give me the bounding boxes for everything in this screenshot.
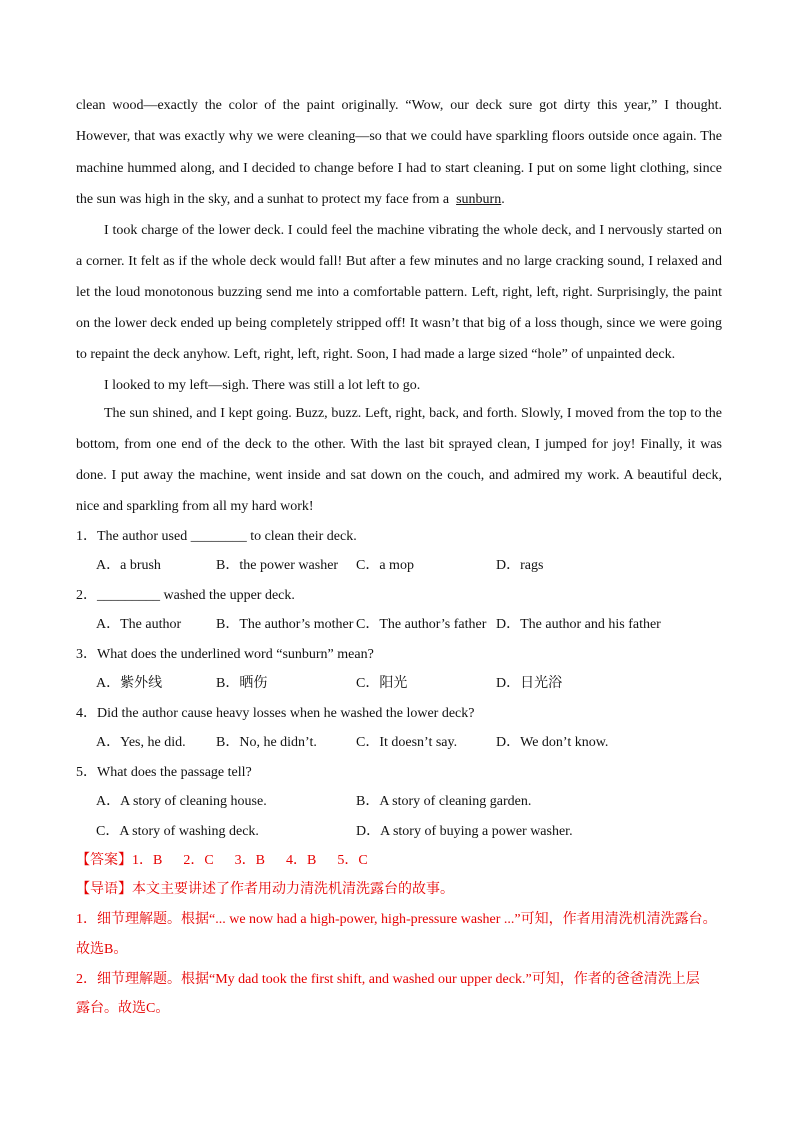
question-option: A．a brush (96, 558, 161, 573)
explanation-line: 2．细节理解题。根据“My dad took the first shift, and washed our upper deck.”可知，作者的爸爸清洗上层 (76, 972, 700, 987)
question-option: B．晒伤 (216, 676, 268, 691)
passage-line (76, 190, 722, 210)
question-option: D．日光浴 (496, 676, 563, 691)
question-option: A．紫外线 (96, 676, 163, 691)
question-option: B．the power washer (216, 558, 339, 573)
passage-line: let the loud monotonous buzzing send me into a comfortable pattern. Left, right, left, right. Surprisingly, the paint (76, 285, 722, 300)
question-option: C．A story of washing deck. (96, 824, 259, 839)
passage-line: I looked to my left—sigh. There was still a lot left to go. (104, 378, 421, 393)
explanation-line: 故选B。 (76, 942, 128, 957)
question-option: A．The author (96, 617, 182, 632)
underlined-word-sunburn: sunburn (456, 192, 502, 207)
question-stem: 3．What does the underlined word “sunburn” mean? (76, 647, 374, 662)
passage-line: done. I put away the machine, went inside and sat down on the couch, and admired my work. A beautiful deck, (76, 468, 722, 483)
question-option: A．A story of cleaning house. (96, 794, 267, 809)
question-stem: 5．What does the passage tell? (76, 765, 252, 780)
question-option: D．rags (496, 558, 544, 573)
passage-line: I took charge of the lower deck. I could feel the machine vibrating the whole deck, and I nervously started on (104, 223, 722, 238)
passage-text: . (501, 192, 505, 207)
question-option: C．a mop (356, 558, 414, 573)
answer-key: 【答案】1．B 2．C 3．B 4．B 5．C (76, 853, 368, 868)
passage-line: However, that was exactly why we were cleaning—so that we could have sparkling floors outside once again. The (76, 129, 722, 144)
passage-line: machine hummed along, and I decided to change before I had to start cleaning. I put on some light clothing, since (76, 161, 722, 176)
question-option: A．Yes, he did. (96, 735, 186, 750)
question-option: B．A story of cleaning garden. (356, 794, 532, 809)
question-stem: 1．The author used ________ to clean their deck. (76, 529, 357, 544)
question-stem: 2．_________ washed the upper deck. (76, 588, 295, 603)
question-option: D．The author and his father (496, 617, 661, 632)
passage-line: to repaint the deck anyhow. Left, right, left, right. Soon, I had made a large sized “hole” of unpainted deck. (76, 347, 676, 362)
question-option: C．阳光 (356, 676, 408, 691)
passage-line: nice and sparkling from all my hard work! (76, 499, 314, 514)
question-stem: 4．Did the author cause heavy losses when he washed the lower deck? (76, 706, 475, 721)
question-option: C．It doesn’t say. (356, 735, 458, 750)
passage-line: The sun shined, and I kept going. Buzz, buzz. Left, right, back, and forth. Slowly, I moved from the top to the (104, 406, 722, 421)
question-option: D．A story of buying a power washer. (356, 824, 573, 839)
passage-text: the sun was high in the sky, and a sunhat to protect my face from a (76, 192, 450, 207)
explanation-line: 1．细节理解题。根据“... we now had a high-power, high-pressure washer ...”可知，作者用清洗机清洗露台。 (76, 912, 717, 927)
question-option: B．The author’s mother (216, 617, 354, 632)
question-option: C．The author’s father (356, 617, 487, 632)
passage-line: clean wood—exactly the color of the paint originally. “Wow, our deck sure got dirty this year,” I thought. (76, 98, 722, 113)
passage-line: bottom, from one end of the deck to the other. With the last bit sprayed clean, I jumped for joy! Finally, it was (76, 437, 722, 452)
question-option: D．We don’t know. (496, 735, 609, 750)
explanation-line: 露台。故选C。 (76, 1001, 170, 1016)
passage-line: on the lower deck ended up being completely stripped off! It wasn’t that big of a loss though, since we were going (76, 316, 722, 331)
passage-line: a corner. It felt as if the whole deck would fall! But after a few minutes and no large cracking sound, I relaxed and (76, 254, 722, 269)
guide-text: 【导语】本文主要讲述了作者用动力清洗机清洗露台的故事。 (76, 882, 454, 897)
question-option: B．No, he didn’t. (216, 735, 317, 750)
